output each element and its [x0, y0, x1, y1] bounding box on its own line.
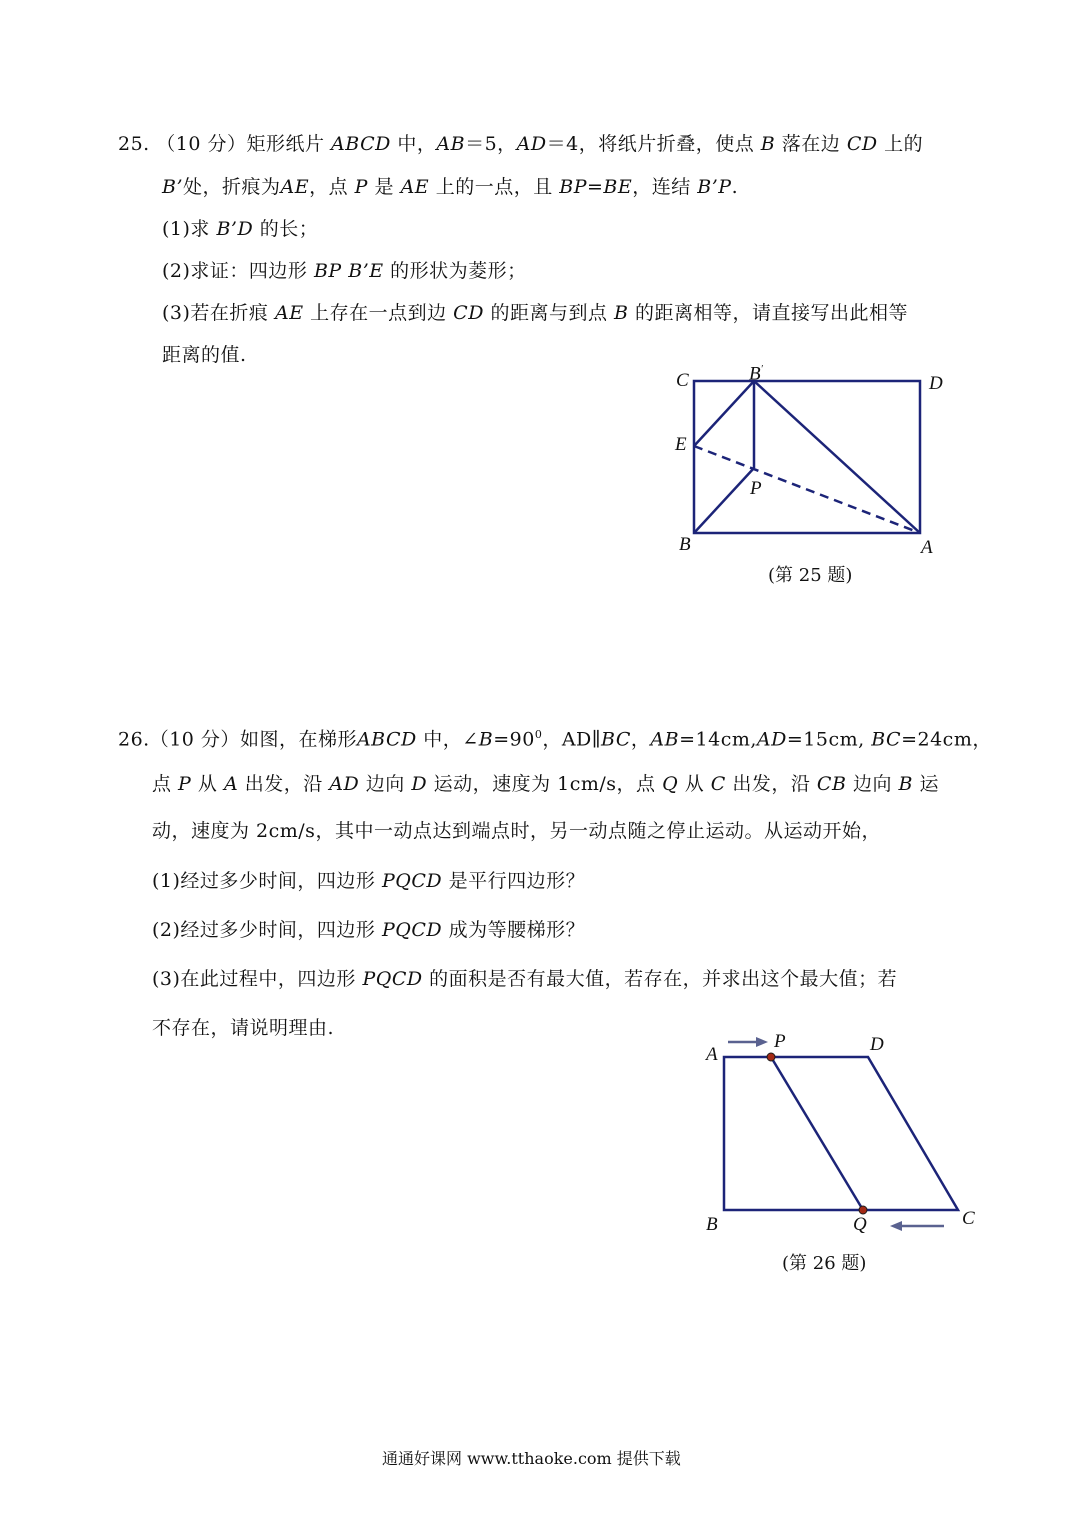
q25-text: 中， — [390, 133, 437, 155]
q26-var: PQCD — [381, 870, 443, 892]
q25-line-1 — [118, 131, 923, 157]
q25-var: BP=BE — [559, 176, 633, 198]
q26-text: ，AD∥ — [542, 728, 602, 751]
q25-text: 上的一点，且 — [429, 176, 560, 198]
q26-text: =90 — [493, 728, 535, 751]
q25-text: (3)若在折痕 — [162, 302, 275, 324]
q25-number: 25. — [118, 133, 150, 155]
q26-var: BC — [871, 728, 902, 751]
fig26-label-a: A — [706, 1044, 718, 1065]
fig26-label-q: Q — [853, 1214, 867, 1235]
fig26-label-b: B — [706, 1214, 718, 1235]
fig26-label-p: P — [774, 1031, 786, 1052]
segment-b-p — [694, 468, 754, 533]
q25-text: 处，折痕为 — [183, 176, 281, 198]
q26-var: BC — [601, 728, 631, 751]
fig26-caption: (第 26 题) — [782, 1253, 867, 1274]
q26-text: (3)在此过程中，四边形 — [152, 968, 363, 990]
fig25-label-bprime — [749, 360, 763, 384]
q25-text: 是 — [367, 176, 401, 198]
q25-text: 的长； — [253, 218, 319, 240]
q25-var: AE — [280, 176, 310, 198]
fig25-label-bprime-letter: B — [749, 363, 761, 385]
q25-var: CD — [846, 133, 878, 155]
q25-text: (1)求 — [162, 218, 217, 240]
q26-text: 不存在，请说明理由. — [152, 1017, 335, 1039]
q25-var: AE — [400, 176, 430, 198]
q26-text: 是平行四边形？ — [442, 870, 586, 892]
q26-text: 成为等腰梯形？ — [442, 919, 586, 941]
q25-var: B’P — [697, 176, 732, 198]
q25-var: AB — [436, 133, 466, 155]
q25-text: 的距离相等，请直接写出此相等 — [628, 302, 909, 324]
q26-var: AD — [329, 773, 360, 795]
q26-line-1 — [118, 722, 992, 752]
q26-var: D — [411, 773, 428, 795]
q26-text: =14cm, — [679, 728, 757, 751]
point-p — [767, 1053, 775, 1061]
q26-text: =24cm， — [901, 728, 992, 751]
q25-text: 上存在一点到边 — [303, 302, 454, 324]
q26-text: 从 — [191, 773, 224, 795]
q26-text: 如图，在梯形 — [239, 728, 357, 751]
segment-pq — [771, 1057, 863, 1210]
q25-var: B’D — [216, 218, 254, 240]
rectangle-abcd — [694, 381, 920, 533]
q26-line-2 — [152, 771, 939, 797]
q26-text: 动，速度为 2cm/s，其中一动点达到端点时，另一动点随之停止运动。从运动开始， — [152, 820, 881, 842]
q26-var: CB — [816, 773, 847, 795]
q26-var: ABCD — [356, 728, 417, 751]
q26-text: 出发，沿 — [238, 773, 330, 795]
point-q — [859, 1206, 867, 1214]
q25-var: B — [614, 302, 629, 324]
q25-points: （10 分） — [156, 133, 247, 155]
trapezoid-abcd — [724, 1057, 958, 1210]
q25-var: P — [354, 176, 368, 198]
q26-var: AD — [756, 728, 787, 751]
q26-text: 点 — [152, 773, 179, 795]
fig25-label-e: E — [675, 434, 687, 455]
q26-text: 边向 — [359, 773, 412, 795]
q25-text: (2)求证：四边形 — [162, 260, 314, 282]
q26-var: B — [478, 728, 494, 751]
q25-var: B — [760, 133, 776, 155]
fig25-label-p: P — [750, 478, 762, 499]
q25-text: 矩形纸片 — [246, 133, 332, 155]
figure-26-lines — [724, 1057, 958, 1210]
q26-part-2 — [152, 917, 585, 943]
fig26-label-c: C — [962, 1208, 975, 1229]
q25-part-3 — [162, 300, 908, 326]
fig25-label-bprime-mark: ′ — [760, 364, 763, 375]
q25-text: ＝5， — [465, 133, 517, 155]
arrow-q-motion — [890, 1221, 944, 1231]
q26-text: 边向 — [846, 773, 899, 795]
q26-var: C — [710, 773, 726, 795]
arrow-p-motion — [728, 1037, 768, 1047]
q25-text: 的形状为菱形； — [383, 260, 527, 282]
q25-text: ＝4，将纸片折叠，使点 — [546, 133, 761, 155]
fig26-label-d: D — [870, 1034, 884, 1055]
q25-text: . — [731, 176, 739, 198]
q26-points: （10 分） — [149, 728, 240, 751]
page-footer: 通通好课网 www.tthaoke.com 提供下载 — [382, 1449, 681, 1468]
q25-var: BP B’E — [313, 260, 384, 282]
q26-text: 出发，沿 — [725, 773, 817, 795]
fig25-label-c: C — [676, 370, 689, 391]
q26-text: 运 — [912, 773, 940, 795]
q26-text: 运动，速度为 1cm/s，点 — [427, 773, 663, 795]
q26-var: PQCD — [381, 919, 443, 941]
q25-var: CD — [453, 302, 484, 324]
q26-text: ， — [630, 728, 651, 751]
q26-text: 从 — [678, 773, 711, 795]
q25-text: 上的 — [877, 133, 924, 155]
q26-var: P — [178, 773, 192, 795]
q25-part-2 — [162, 258, 527, 284]
q26-var: B — [898, 773, 913, 795]
q25-text: 距离的值. — [162, 344, 247, 366]
segment-bprime-a — [754, 381, 920, 533]
q25-part-3-cont — [162, 342, 247, 368]
q25-var: ABCD — [331, 133, 391, 155]
q26-degree-mark: 0 — [534, 728, 543, 741]
segment-e-bprime — [694, 381, 754, 446]
fig25-caption: (第 25 题) — [768, 565, 853, 586]
figure-25-lines — [694, 381, 920, 533]
q26-part-3-cont — [152, 1015, 334, 1041]
q26-line-3 — [152, 818, 881, 844]
fig25-label-b: B — [679, 534, 691, 555]
q26-part-3 — [152, 966, 897, 992]
q25-var: B’ — [162, 176, 184, 198]
q25-var: AE — [274, 302, 304, 324]
q26-part-1 — [152, 868, 585, 894]
q25-var: AD — [516, 133, 547, 155]
q26-var: Q — [662, 773, 679, 795]
q25-text: 的距离与到点 — [483, 302, 615, 324]
fig25-label-a: A — [921, 537, 933, 558]
q25-text: ，连结 — [632, 176, 698, 198]
q26-var: PQCD — [362, 968, 423, 990]
q26-text: 的面积是否有最大值，若存在，并求出这个最大值；若 — [422, 968, 898, 990]
fold-line-ae — [694, 446, 920, 533]
q26-var: AB — [650, 728, 680, 751]
q26-number: 26. — [118, 728, 150, 751]
q25-line-2 — [162, 174, 738, 200]
fig25-label-d: D — [929, 373, 943, 394]
q26-text: 中，∠ — [416, 728, 479, 751]
q26-text: =15cm, — [786, 728, 872, 751]
q26-text: (1)经过多少时间，四边形 — [152, 870, 382, 892]
q25-text: ，点 — [309, 176, 355, 198]
q26-var: A — [223, 773, 239, 795]
q25-text: 落在边 — [775, 133, 847, 155]
q25-part-1 — [162, 216, 318, 242]
q26-text: (2)经过多少时间，四边形 — [152, 919, 382, 941]
